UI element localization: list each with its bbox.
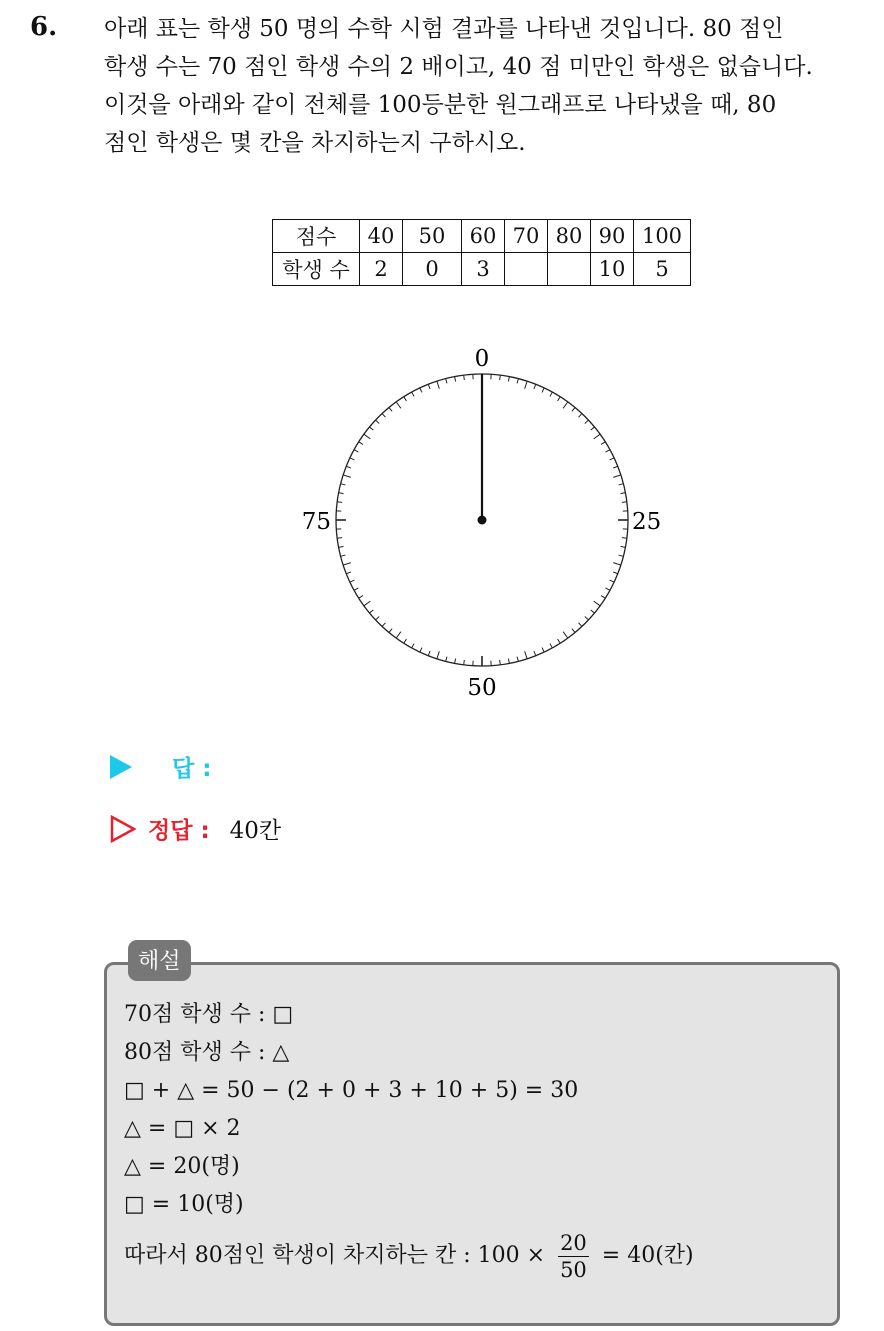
dial-label-0: 0 [474, 346, 490, 372]
fraction-denominator: 50 [560, 1257, 587, 1282]
circle-graph [280, 335, 690, 705]
tick-mark [446, 657, 447, 662]
tick-mark [455, 377, 456, 382]
tick-mark [613, 572, 618, 574]
tick-mark [619, 555, 624, 556]
tick-mark [428, 651, 430, 656]
tick-mark [364, 601, 370, 606]
tick-mark [591, 610, 595, 613]
outline-triangle-icon [110, 815, 136, 843]
table-header-row [273, 220, 691, 253]
tick-mark [437, 651, 439, 659]
tick-mark [601, 442, 605, 445]
tick-mark [579, 623, 582, 627]
tick-mark [534, 651, 536, 656]
tick-mark [341, 484, 346, 485]
table-cell: 학생 수 [273, 253, 360, 286]
tick-mark [622, 538, 627, 539]
question-line: 아래 표는 학생 50 명의 수학 시험 결과를 나타낸 것입니다. 80 점인 [104, 16, 784, 42]
tick-mark [446, 379, 447, 384]
tick-mark [550, 392, 552, 396]
tick-mark [437, 381, 439, 389]
tick-mark [428, 384, 430, 389]
question-line: 이것을 아래와 같이 전체를 100등분한 원그래프로 나타냈을 때, 80 [104, 92, 777, 118]
tick-mark [508, 377, 509, 382]
tick-mark [396, 632, 401, 638]
dial-label-75: 75 [301, 509, 331, 535]
tick-mark [613, 475, 621, 477]
tick-mark [412, 392, 414, 396]
tick-mark [525, 381, 527, 389]
tick-mark [606, 588, 610, 590]
tick-mark [542, 648, 544, 653]
table-cell [548, 253, 591, 286]
tick-mark [542, 388, 544, 393]
tick-mark [558, 397, 561, 401]
tick-mark [610, 458, 615, 460]
score-table [272, 219, 691, 286]
correct-answer-value: 40칸 [229, 818, 282, 844]
tick-mark [346, 466, 351, 468]
dial-label-50: 50 [467, 675, 497, 701]
table-cell: 점수 [273, 220, 360, 253]
tick-mark [525, 651, 527, 659]
tick-mark [404, 639, 407, 643]
tick-mark [558, 639, 561, 643]
table-cell: 2 [360, 253, 403, 286]
tick-mark [359, 442, 363, 445]
tick-mark [339, 493, 344, 494]
tick-mark [594, 601, 600, 606]
explanation-line: 80점 학생 수 : △ [124, 1040, 290, 1065]
table-cell: 90 [591, 220, 634, 253]
question-line: 점인 학생은 몇 칸을 차지하는지 구하시오. [104, 130, 526, 156]
tick-mark [455, 659, 456, 664]
tick-mark [613, 563, 621, 565]
tick-mark [370, 427, 374, 430]
tick-mark [563, 402, 568, 408]
question-line: 학생 수는 70 점인 학생 수의 2 배이고, 40 점 미만인 학생은 없습니다. [104, 54, 813, 80]
tick-mark [572, 629, 575, 633]
tick-mark [534, 384, 536, 389]
table-cell: 50 [403, 220, 462, 253]
tick-mark [420, 648, 422, 653]
tick-mark [364, 434, 370, 439]
correct-answer-label: 정답 : [148, 818, 210, 844]
tick-mark [594, 434, 600, 439]
final-suffix: = 40(칸) [601, 1243, 694, 1268]
tick-mark [500, 375, 501, 380]
tick-mark [382, 623, 385, 627]
tick-mark [354, 450, 358, 452]
answer-row [110, 750, 211, 783]
final-prefix: 따라서 80점인 학생이 차지하는 칸 : 100 × [124, 1243, 546, 1268]
tick-mark [606, 450, 610, 452]
tick-mark [337, 502, 342, 503]
tick-mark [621, 546, 626, 547]
tick-mark [619, 484, 624, 485]
tick-mark [404, 397, 407, 401]
answer-label: 답 : [172, 756, 212, 782]
center-dot [478, 516, 487, 525]
tick-mark [354, 588, 358, 590]
tick-mark [585, 617, 589, 620]
tick-mark [343, 563, 351, 565]
tick-mark [464, 660, 465, 665]
tick-mark [389, 408, 392, 412]
tick-mark [517, 379, 518, 384]
explanation-final-line [124, 1224, 694, 1288]
explanation-line: △ = 20(명) [124, 1154, 240, 1179]
fraction-numerator: 20 [560, 1230, 587, 1255]
tick-mark [500, 660, 501, 665]
tick-mark [412, 644, 414, 648]
explanation-tag: 해설 [128, 940, 191, 981]
tick-mark [350, 580, 355, 582]
explanation-line: □ = 10(명) [124, 1192, 244, 1217]
question-number: 6. [30, 12, 58, 42]
tick-mark [341, 555, 346, 556]
tick-mark [621, 493, 626, 494]
tick-mark [579, 414, 582, 418]
table-cell: 5 [634, 253, 691, 286]
explanation-line: △ = □ × 2 [124, 1116, 241, 1141]
dial-label-25: 25 [632, 509, 662, 535]
tick-mark [591, 427, 595, 430]
play-triangle-icon [110, 755, 132, 779]
tick-mark [396, 402, 401, 408]
tick-mark [376, 420, 380, 423]
tick-mark [572, 408, 575, 412]
tick-mark [339, 546, 344, 547]
tick-mark [382, 414, 385, 418]
table-cell: 10 [591, 253, 634, 286]
table-cell: 0 [403, 253, 462, 286]
table-row [273, 253, 691, 286]
tick-mark [343, 475, 351, 477]
tick-mark [601, 596, 605, 599]
explanation-line: 70점 학생 수 : □ [124, 1002, 294, 1027]
tick-mark [508, 659, 509, 664]
tick-mark [613, 466, 618, 468]
tick-mark [550, 644, 552, 648]
tick-mark [359, 596, 363, 599]
tick-mark [563, 632, 568, 638]
tick-mark [610, 580, 615, 582]
tick-mark [464, 375, 465, 380]
tick-mark [517, 657, 518, 662]
tick-mark [337, 538, 342, 539]
tick-mark [585, 420, 589, 423]
tick-mark [346, 572, 351, 574]
table-cell: 60 [462, 220, 505, 253]
tick-mark [420, 388, 422, 393]
tick-mark [389, 629, 392, 633]
tick-mark [370, 610, 374, 613]
table-cell: 3 [462, 253, 505, 286]
correct-answer-row [110, 812, 281, 845]
table-cell: 40 [360, 220, 403, 253]
table-cell [505, 253, 548, 286]
question-text [104, 10, 866, 162]
explanation-line: □ + △ = 50 − (2 + 0 + 3 + 10 + 5) = 30 [124, 1078, 579, 1103]
fraction [558, 1230, 589, 1283]
tick-mark [376, 617, 380, 620]
table-cell: 100 [634, 220, 691, 253]
tick-mark [350, 458, 355, 460]
table-cell: 80 [548, 220, 591, 253]
table-cell: 70 [505, 220, 548, 253]
tick-mark [622, 502, 627, 503]
explanation-lines [124, 996, 694, 1288]
